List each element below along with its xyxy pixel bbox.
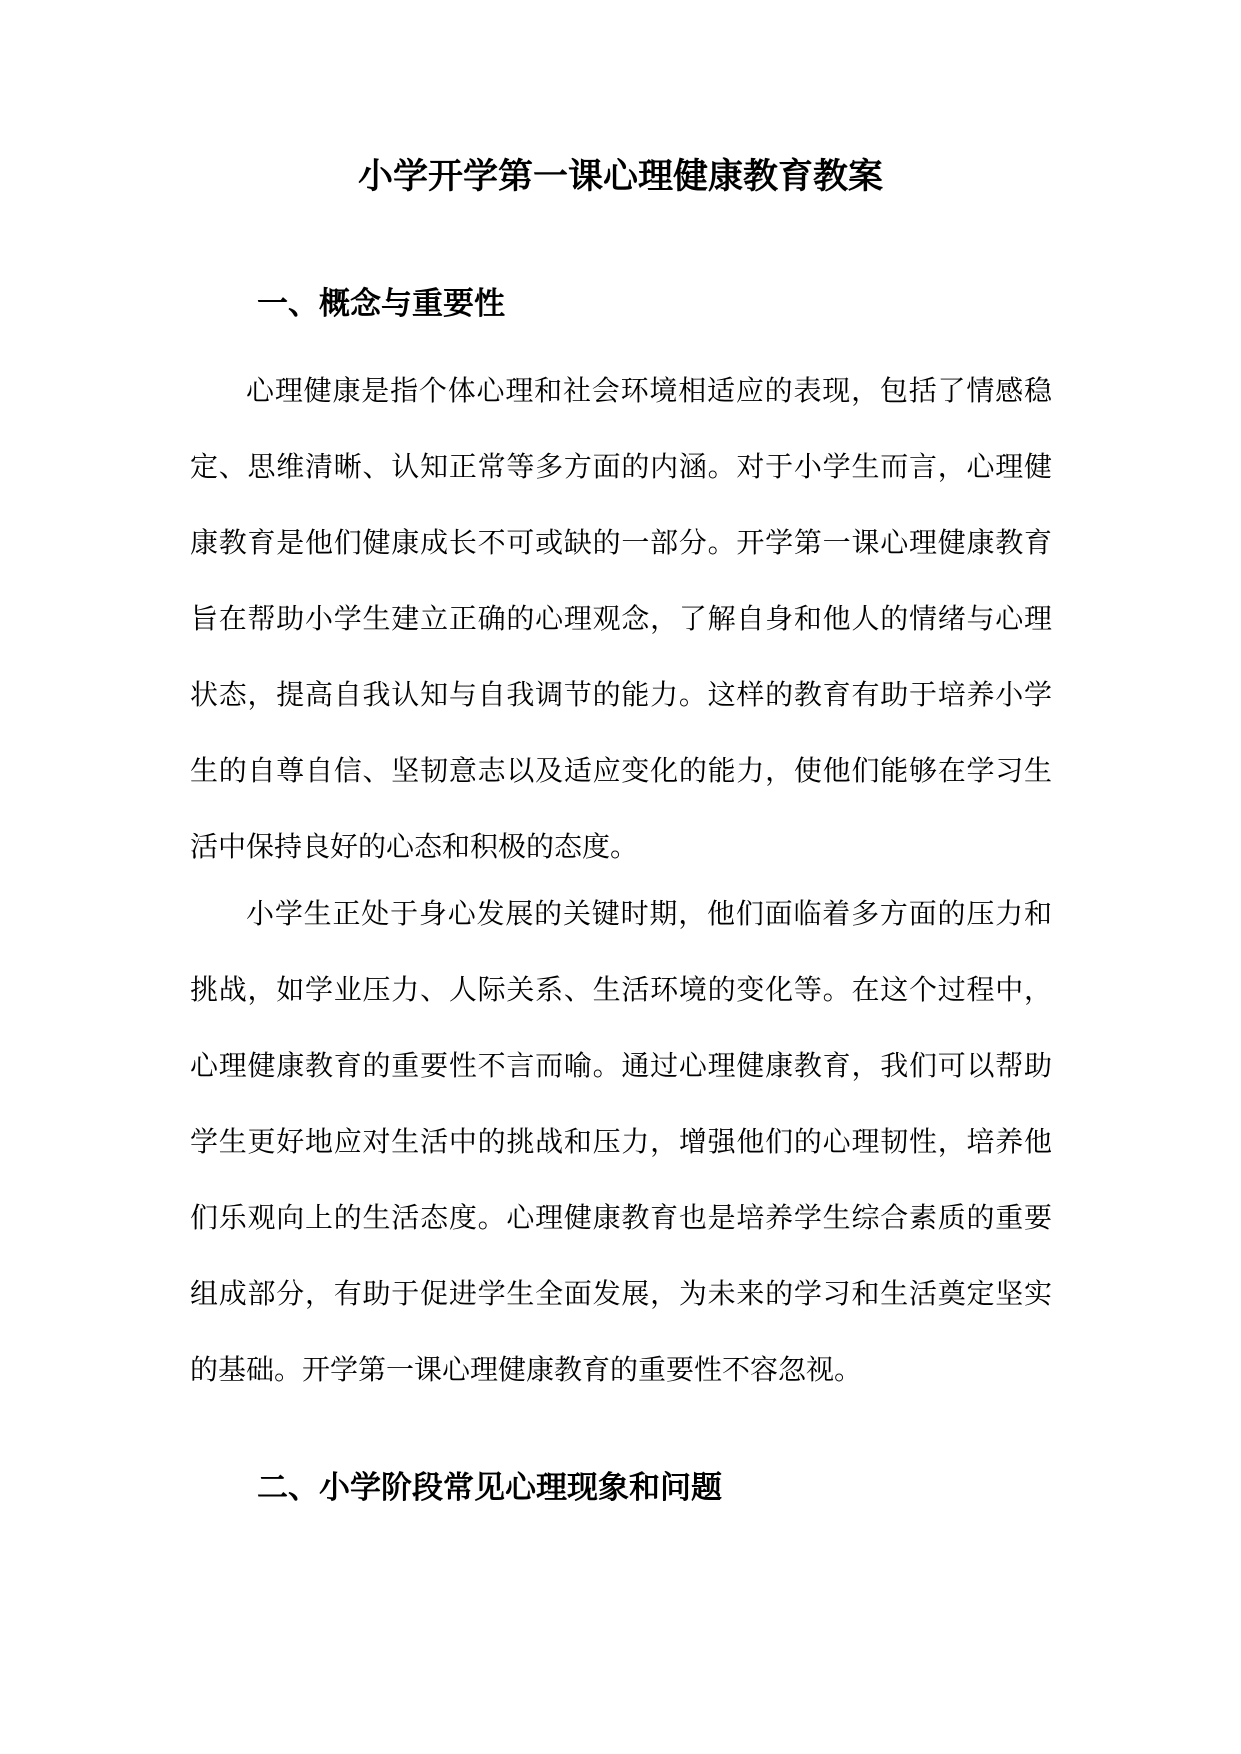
section-1-paragraph-1: 心理健康是指个体心理和社会环境相适应的表现，包括了情感稳定、思维清晰、认知正常等多方面的内涵。对于小学生而言，心理健康教育是他们健康成长不可或缺的一部分。开学第一课心理健康教育旨在帮助小学生建立正确的心理观念，了解自身和他人的情绪与心理状态，提高自我认知与自我调节的能力。这样的教育有助于培养小学生的自尊自信、坚韧意志以及适应变化的能力，使他们能够在学习生活中保持良好的心态和积极的态度。 xyxy=(190,374,1052,863)
section-1-paragraph-2: 小学生正处于身心发展的关键时期，他们面临着多方面的压力和挑战，如学业压力、人际关系、生活环境的变化等。在这个过程中，心理健康教育的重要性不言而喻。通过心理健康教育，我们可以帮助学生更好地应对生活中的挑战和压力，增强他们的心理韧性，培养他们乐观向上的生活态度。心理健康教育也是培养学生综合素质的重要组成部分，有助于促进学生全面发展，为未来的学习和生活奠定坚实的基础。开学第一课心理健康教育的重要性不容忽视。 xyxy=(190,897,1052,1386)
section-heading-2: 二、小学阶段常见心理现象和问题 xyxy=(257,1470,722,1506)
section-heading-1: 一、概念与重要性 xyxy=(257,286,505,322)
document-title: 小学开学第一课心理健康教育教案 xyxy=(357,156,883,197)
